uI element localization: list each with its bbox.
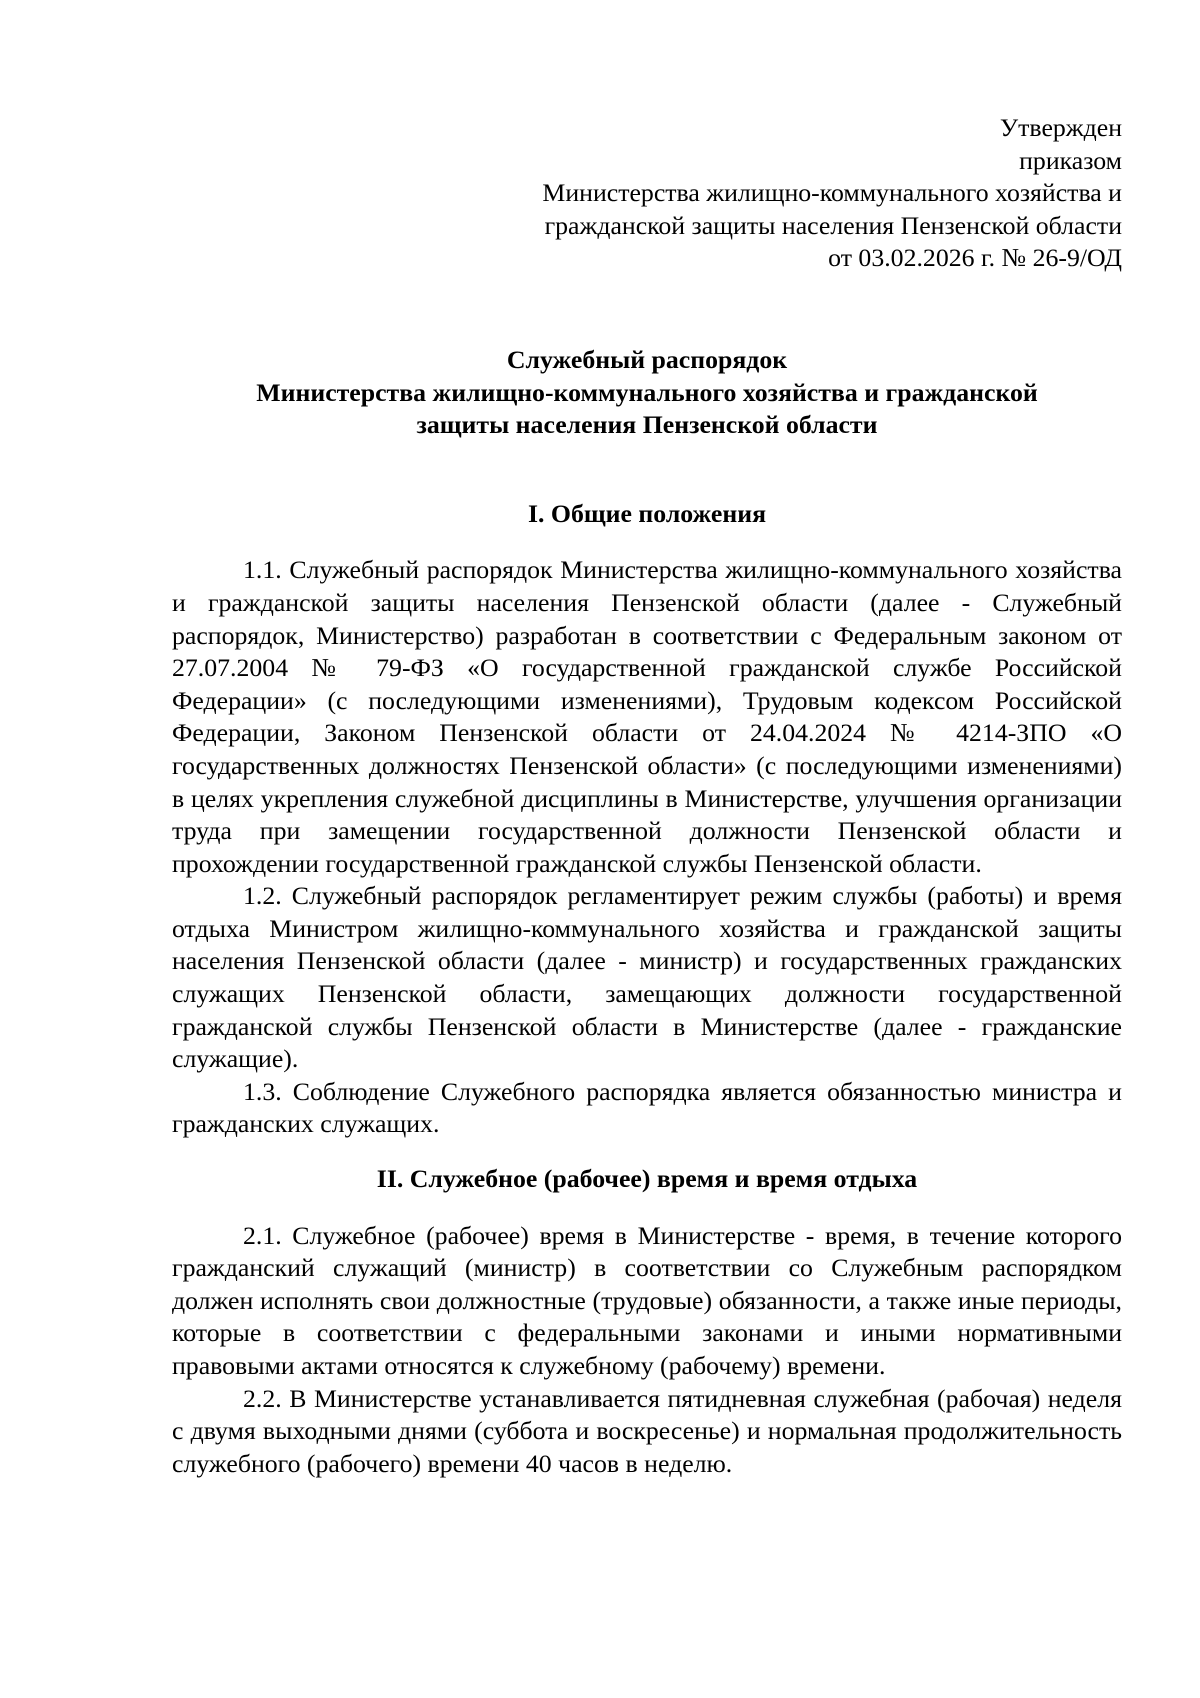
approval-line: гражданской защиты населения Пензенской области bbox=[544, 210, 1122, 240]
document-title-line: Служебный распорядок bbox=[506, 344, 788, 374]
approval-stamp-block bbox=[172, 112, 1122, 275]
paragraph-1-1: 1.1. Служебный распорядок Министерства жилищно-коммунального хозяйства и гражданской защиты населения Пензенской области (далее - Служебный распорядок, Министерство) разработан в соответствии с Федеральным законом от 27.07.2004 № 79-ФЗ «О государственной гражданской службе Российской Федерации» (с последующими изменениями), Трудовым кодексом Российской Федерации, Законом Пензенской области от 24.04.2024 № 4214-ЗПО «О государственных должностях Пензенской области» (с последующими изменениями) в целях укрепления служебной дисциплины в Министерстве, улучшения организации труда при замещении государственной должности Пензенской области и прохождении государственной гражданской службы Пензенской области. bbox=[172, 555, 1122, 878]
paragraph-1-3: 1.3. Соблюдение Служебного распорядка является обязанностью министра и гражданских служащих. bbox=[172, 1076, 1122, 1139]
approval-line: Утвержден bbox=[999, 113, 1122, 142]
approval-line: Министерства жилищно-коммунального хозяйства и bbox=[542, 178, 1122, 208]
document-title-line: Министерства жилищно-коммунального хозяйства и гражданской bbox=[256, 377, 1038, 407]
paragraph-2-2: 2.2. В Министерстве устанавливается пятидневная служебная (рабочая) неделя с двумя выходными днями (суббота и воскресенье) и нормальная продолжительность служебного (рабочего) времени 40 часов в неделю. bbox=[172, 1383, 1122, 1478]
section-heading-general: I. Общие положения bbox=[527, 498, 767, 528]
paragraph-1-2: 1.2. Служебный распорядок регламентирует режим службы (работы) и время отдыха Министром жилищно-коммунального хозяйства и гражданской защиты населения Пензенской области (далее - министр) и государственных гражданских служащих Пензенской области, замещающих должности государственной гражданской службы Пензенской области в Министерстве (далее - гражданские служащие). bbox=[172, 881, 1122, 1074]
approval-line: приказом bbox=[1019, 145, 1122, 175]
document-title bbox=[172, 344, 1122, 442]
document-title-line: защиты населения Пензенской области bbox=[416, 410, 878, 440]
approval-order-number: от 03.02.2026 г. № 26-9/ОД bbox=[828, 243, 1122, 273]
document-content bbox=[172, 112, 1122, 1480]
paragraph-2-1: 2.1. Служебное (рабочее) время в Министерстве - время, в течение которого гражданский служащий (министр) в соответствии со Служебным распорядком должен исполнять свои должностные (трудовые) обязанности, а также иные периоды, которые в соответствии с федеральными законами и иными нормативными правовыми актами относятся к служебному (рабочему) времени. bbox=[172, 1220, 1122, 1380]
section-heading-working-time: II. Служебное (рабочее) время и время отдыха bbox=[376, 1164, 918, 1194]
